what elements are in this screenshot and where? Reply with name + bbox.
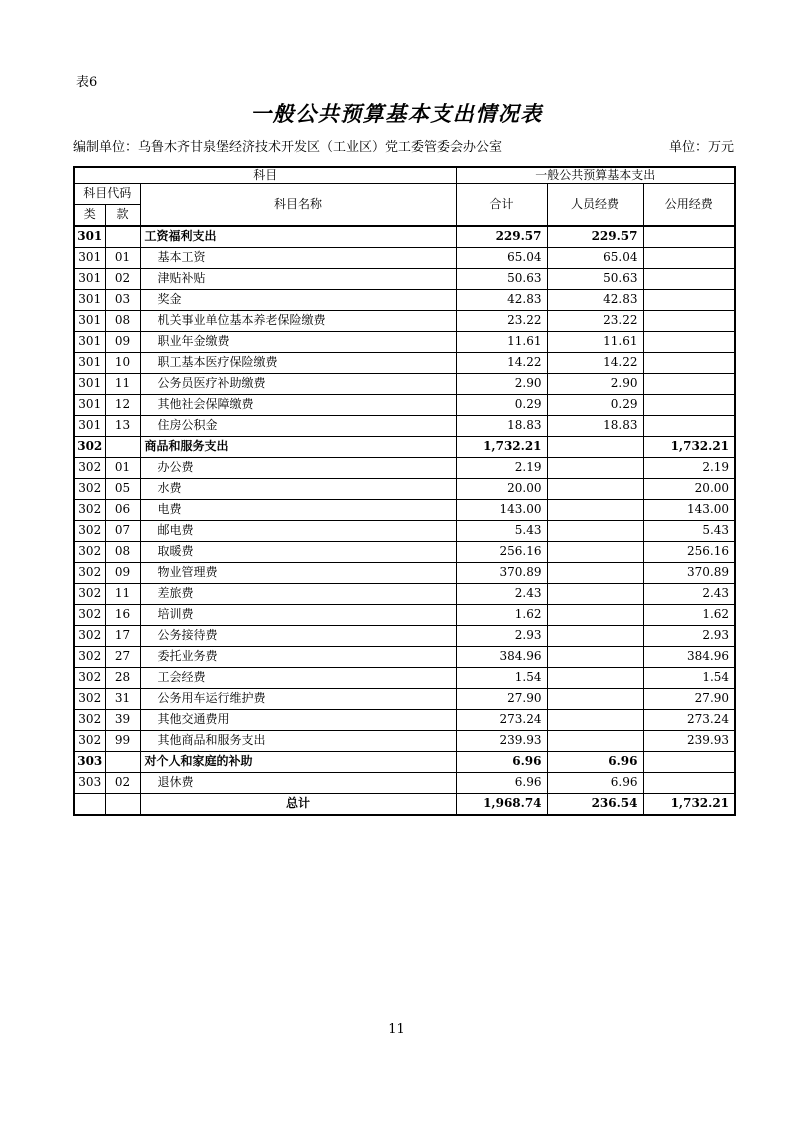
header-class: 类	[74, 205, 105, 227]
subject-name-cell: 公务接待费	[140, 626, 456, 647]
section-code-cell: 99	[105, 731, 140, 752]
class-code-cell: 302	[74, 647, 105, 668]
class-code-cell: 302	[74, 689, 105, 710]
public-cell: 2.93	[643, 626, 735, 647]
subject-name-cell: 退休费	[140, 773, 456, 794]
total-cell: 239.93	[456, 731, 547, 752]
section-code-cell: 09	[105, 332, 140, 353]
subject-name-cell: 津贴补贴	[140, 269, 456, 290]
public-cell: 2.19	[643, 458, 735, 479]
section-code-cell: 02	[105, 269, 140, 290]
personnel-cell	[547, 626, 643, 647]
total-cell: 65.04	[456, 248, 547, 269]
table-row	[74, 731, 735, 752]
personnel-cell: 14.22	[547, 353, 643, 374]
table-row	[74, 416, 735, 437]
total-row	[74, 794, 735, 816]
table-row	[74, 479, 735, 500]
subject-name-cell: 水费	[140, 479, 456, 500]
class-code-cell: 301	[74, 248, 105, 269]
total-cell: 229.57	[456, 226, 547, 248]
header-public: 公用经费	[643, 184, 735, 227]
table-row	[74, 668, 735, 689]
section-code-cell: 09	[105, 563, 140, 584]
table-row	[74, 395, 735, 416]
table-row	[74, 563, 735, 584]
table-row	[74, 374, 735, 395]
section-code-cell: 11	[105, 374, 140, 395]
personnel-cell: 236.54	[547, 794, 643, 816]
personnel-cell	[547, 437, 643, 458]
class-code-cell: 301	[74, 332, 105, 353]
personnel-cell	[547, 647, 643, 668]
personnel-cell: 42.83	[547, 290, 643, 311]
class-code-cell: 302	[74, 626, 105, 647]
subject-name-cell: 机关事业单位基本养老保险缴费	[140, 311, 456, 332]
table-row	[74, 269, 735, 290]
table-row	[74, 437, 735, 458]
subject-name-cell: 培训费	[140, 605, 456, 626]
budget-table-header	[74, 167, 735, 226]
total-cell: 1.62	[456, 605, 547, 626]
public-cell	[643, 353, 735, 374]
total-cell: 256.16	[456, 542, 547, 563]
subject-name-cell: 委托业务费	[140, 647, 456, 668]
total-cell: 5.43	[456, 521, 547, 542]
header-section: 款	[105, 205, 140, 227]
table-row	[74, 311, 735, 332]
header-subject-name: 科目名称	[140, 184, 456, 227]
personnel-cell	[547, 731, 643, 752]
public-cell: 2.43	[643, 584, 735, 605]
class-code-cell: 301	[74, 353, 105, 374]
class-code-cell: 303	[74, 773, 105, 794]
total-cell: 2.90	[456, 374, 547, 395]
personnel-cell	[547, 563, 643, 584]
class-code-cell: 302	[74, 521, 105, 542]
class-code-cell: 301	[74, 416, 105, 437]
public-cell	[643, 416, 735, 437]
section-code-cell: 07	[105, 521, 140, 542]
table-row	[74, 605, 735, 626]
personnel-cell	[547, 542, 643, 563]
total-cell: 2.93	[456, 626, 547, 647]
section-code-cell: 10	[105, 353, 140, 374]
table-row	[74, 710, 735, 731]
section-code-cell: 16	[105, 605, 140, 626]
subject-name-cell: 基本工资	[140, 248, 456, 269]
personnel-cell: 2.90	[547, 374, 643, 395]
class-code-cell: 302	[74, 479, 105, 500]
total-cell: 384.96	[456, 647, 547, 668]
subject-name-cell: 工资福利支出	[140, 226, 456, 248]
class-code-cell: 301	[74, 311, 105, 332]
public-cell: 27.90	[643, 689, 735, 710]
sheet-label: 表6	[76, 75, 98, 90]
unit-label: 单位：万元	[668, 140, 734, 155]
section-code-cell: 01	[105, 458, 140, 479]
page-number: 11	[388, 1022, 405, 1037]
total-cell: 27.90	[456, 689, 547, 710]
section-code-cell: 03	[105, 290, 140, 311]
class-code-cell	[74, 794, 105, 816]
section-code-cell: 08	[105, 311, 140, 332]
personnel-cell: 0.29	[547, 395, 643, 416]
prepared-by-label: 编制单位：乌鲁木齐甘泉堡经济技术开发区（工业区）党工委管委会办公室	[73, 140, 503, 155]
subject-name-cell: 总计	[140, 794, 456, 816]
public-cell	[643, 311, 735, 332]
total-cell: 143.00	[456, 500, 547, 521]
subject-name-cell: 电费	[140, 500, 456, 521]
public-cell: 1.54	[643, 668, 735, 689]
section-code-cell	[105, 437, 140, 458]
section-code-cell: 12	[105, 395, 140, 416]
personnel-cell	[547, 458, 643, 479]
section-code-cell: 39	[105, 710, 140, 731]
header-row-subject	[74, 167, 735, 184]
table-row	[74, 773, 735, 794]
subject-name-cell: 奖金	[140, 290, 456, 311]
class-code-cell: 301	[74, 395, 105, 416]
table-row	[74, 353, 735, 374]
total-cell: 1.54	[456, 668, 547, 689]
section-code-cell: 02	[105, 773, 140, 794]
subject-name-cell: 住房公积金	[140, 416, 456, 437]
public-cell: 1,732.21	[643, 794, 735, 816]
table-row	[74, 689, 735, 710]
class-code-cell: 302	[74, 605, 105, 626]
class-code-cell: 302	[74, 563, 105, 584]
total-cell: 6.96	[456, 752, 547, 773]
personnel-cell	[547, 521, 643, 542]
subject-name-cell: 其他商品和服务支出	[140, 731, 456, 752]
total-cell: 0.29	[456, 395, 547, 416]
section-code-cell	[105, 794, 140, 816]
table-row	[74, 647, 735, 668]
table-row	[74, 584, 735, 605]
personnel-cell: 6.96	[547, 752, 643, 773]
total-cell: 50.63	[456, 269, 547, 290]
total-cell: 2.19	[456, 458, 547, 479]
total-cell: 18.83	[456, 416, 547, 437]
class-code-cell: 302	[74, 542, 105, 563]
personnel-cell	[547, 710, 643, 731]
table-row	[74, 521, 735, 542]
subject-name-cell: 商品和服务支出	[140, 437, 456, 458]
table-row	[74, 248, 735, 269]
total-cell: 23.22	[456, 311, 547, 332]
personnel-cell: 65.04	[547, 248, 643, 269]
personnel-cell: 50.63	[547, 269, 643, 290]
section-code-cell	[105, 752, 140, 773]
subject-name-cell: 公务员医疗补助缴费	[140, 374, 456, 395]
section-code-cell: 28	[105, 668, 140, 689]
header-subject-code: 科目代码	[74, 184, 140, 205]
public-cell	[643, 269, 735, 290]
public-cell: 20.00	[643, 479, 735, 500]
total-cell: 1,968.74	[456, 794, 547, 816]
public-cell	[643, 773, 735, 794]
subject-name-cell: 邮电费	[140, 521, 456, 542]
personnel-cell	[547, 605, 643, 626]
meta-row	[73, 136, 734, 155]
total-cell: 20.00	[456, 479, 547, 500]
public-cell	[643, 332, 735, 353]
section-code-cell: 11	[105, 584, 140, 605]
public-cell: 5.43	[643, 521, 735, 542]
total-cell: 6.96	[456, 773, 547, 794]
class-code-cell: 302	[74, 710, 105, 731]
class-code-cell: 301	[74, 226, 105, 248]
table-row	[74, 226, 735, 248]
personnel-cell: 11.61	[547, 332, 643, 353]
section-code-cell: 13	[105, 416, 140, 437]
public-cell: 1.62	[643, 605, 735, 626]
class-code-cell: 302	[74, 668, 105, 689]
public-cell: 1,732.21	[643, 437, 735, 458]
budget-table-body	[74, 226, 735, 815]
table-row	[74, 752, 735, 773]
subject-name-cell: 其他交通费用	[140, 710, 456, 731]
class-code-cell: 302	[74, 437, 105, 458]
section-code-cell: 31	[105, 689, 140, 710]
personnel-cell: 18.83	[547, 416, 643, 437]
class-code-cell: 302	[74, 458, 105, 479]
subject-name-cell: 工会经费	[140, 668, 456, 689]
public-cell	[643, 395, 735, 416]
personnel-cell	[547, 668, 643, 689]
table-row	[74, 626, 735, 647]
subject-name-cell: 职工基本医疗保险缴费	[140, 353, 456, 374]
class-code-cell: 301	[74, 269, 105, 290]
budget-table	[73, 166, 736, 816]
table-row	[74, 290, 735, 311]
section-code-cell: 17	[105, 626, 140, 647]
section-code-cell	[105, 226, 140, 248]
personnel-cell: 229.57	[547, 226, 643, 248]
public-cell	[643, 752, 735, 773]
section-code-cell: 05	[105, 479, 140, 500]
total-cell: 42.83	[456, 290, 547, 311]
subject-name-cell: 公务用车运行维护费	[140, 689, 456, 710]
public-cell: 239.93	[643, 731, 735, 752]
header-row-code	[74, 184, 735, 205]
header-personnel: 人员经费	[547, 184, 643, 227]
total-cell: 273.24	[456, 710, 547, 731]
total-cell: 1,732.21	[456, 437, 547, 458]
header-budget-group: 一般公共预算基本支出	[456, 167, 735, 184]
section-code-cell: 27	[105, 647, 140, 668]
class-code-cell: 302	[74, 731, 105, 752]
public-cell: 256.16	[643, 542, 735, 563]
class-code-cell: 302	[74, 500, 105, 521]
personnel-cell	[547, 689, 643, 710]
section-code-cell: 08	[105, 542, 140, 563]
table-row	[74, 458, 735, 479]
section-code-cell: 01	[105, 248, 140, 269]
table-row	[74, 500, 735, 521]
subject-name-cell: 办公费	[140, 458, 456, 479]
section-code-cell: 06	[105, 500, 140, 521]
public-cell: 273.24	[643, 710, 735, 731]
class-code-cell: 302	[74, 584, 105, 605]
total-cell: 14.22	[456, 353, 547, 374]
class-code-cell: 303	[74, 752, 105, 773]
personnel-cell: 6.96	[547, 773, 643, 794]
page-title: 一般公共预算基本支出情况表	[250, 101, 543, 126]
total-cell: 11.61	[456, 332, 547, 353]
public-cell	[643, 248, 735, 269]
subject-name-cell: 职业年金缴费	[140, 332, 456, 353]
subject-name-cell: 其他社会保障缴费	[140, 395, 456, 416]
subject-name-cell: 差旅费	[140, 584, 456, 605]
total-cell: 370.89	[456, 563, 547, 584]
table-row	[74, 332, 735, 353]
subject-name-cell: 取暖费	[140, 542, 456, 563]
class-code-cell: 301	[74, 290, 105, 311]
header-total: 合计	[456, 184, 547, 227]
class-code-cell: 301	[74, 374, 105, 395]
total-cell: 2.43	[456, 584, 547, 605]
public-cell	[643, 226, 735, 248]
personnel-cell	[547, 479, 643, 500]
personnel-cell	[547, 584, 643, 605]
header-subject: 科目	[74, 167, 456, 184]
subject-name-cell: 对个人和家庭的补助	[140, 752, 456, 773]
public-cell	[643, 290, 735, 311]
public-cell	[643, 374, 735, 395]
subject-name-cell: 物业管理费	[140, 563, 456, 584]
public-cell: 384.96	[643, 647, 735, 668]
personnel-cell: 23.22	[547, 311, 643, 332]
public-cell: 143.00	[643, 500, 735, 521]
table-row	[74, 542, 735, 563]
personnel-cell	[547, 500, 643, 521]
public-cell: 370.89	[643, 563, 735, 584]
